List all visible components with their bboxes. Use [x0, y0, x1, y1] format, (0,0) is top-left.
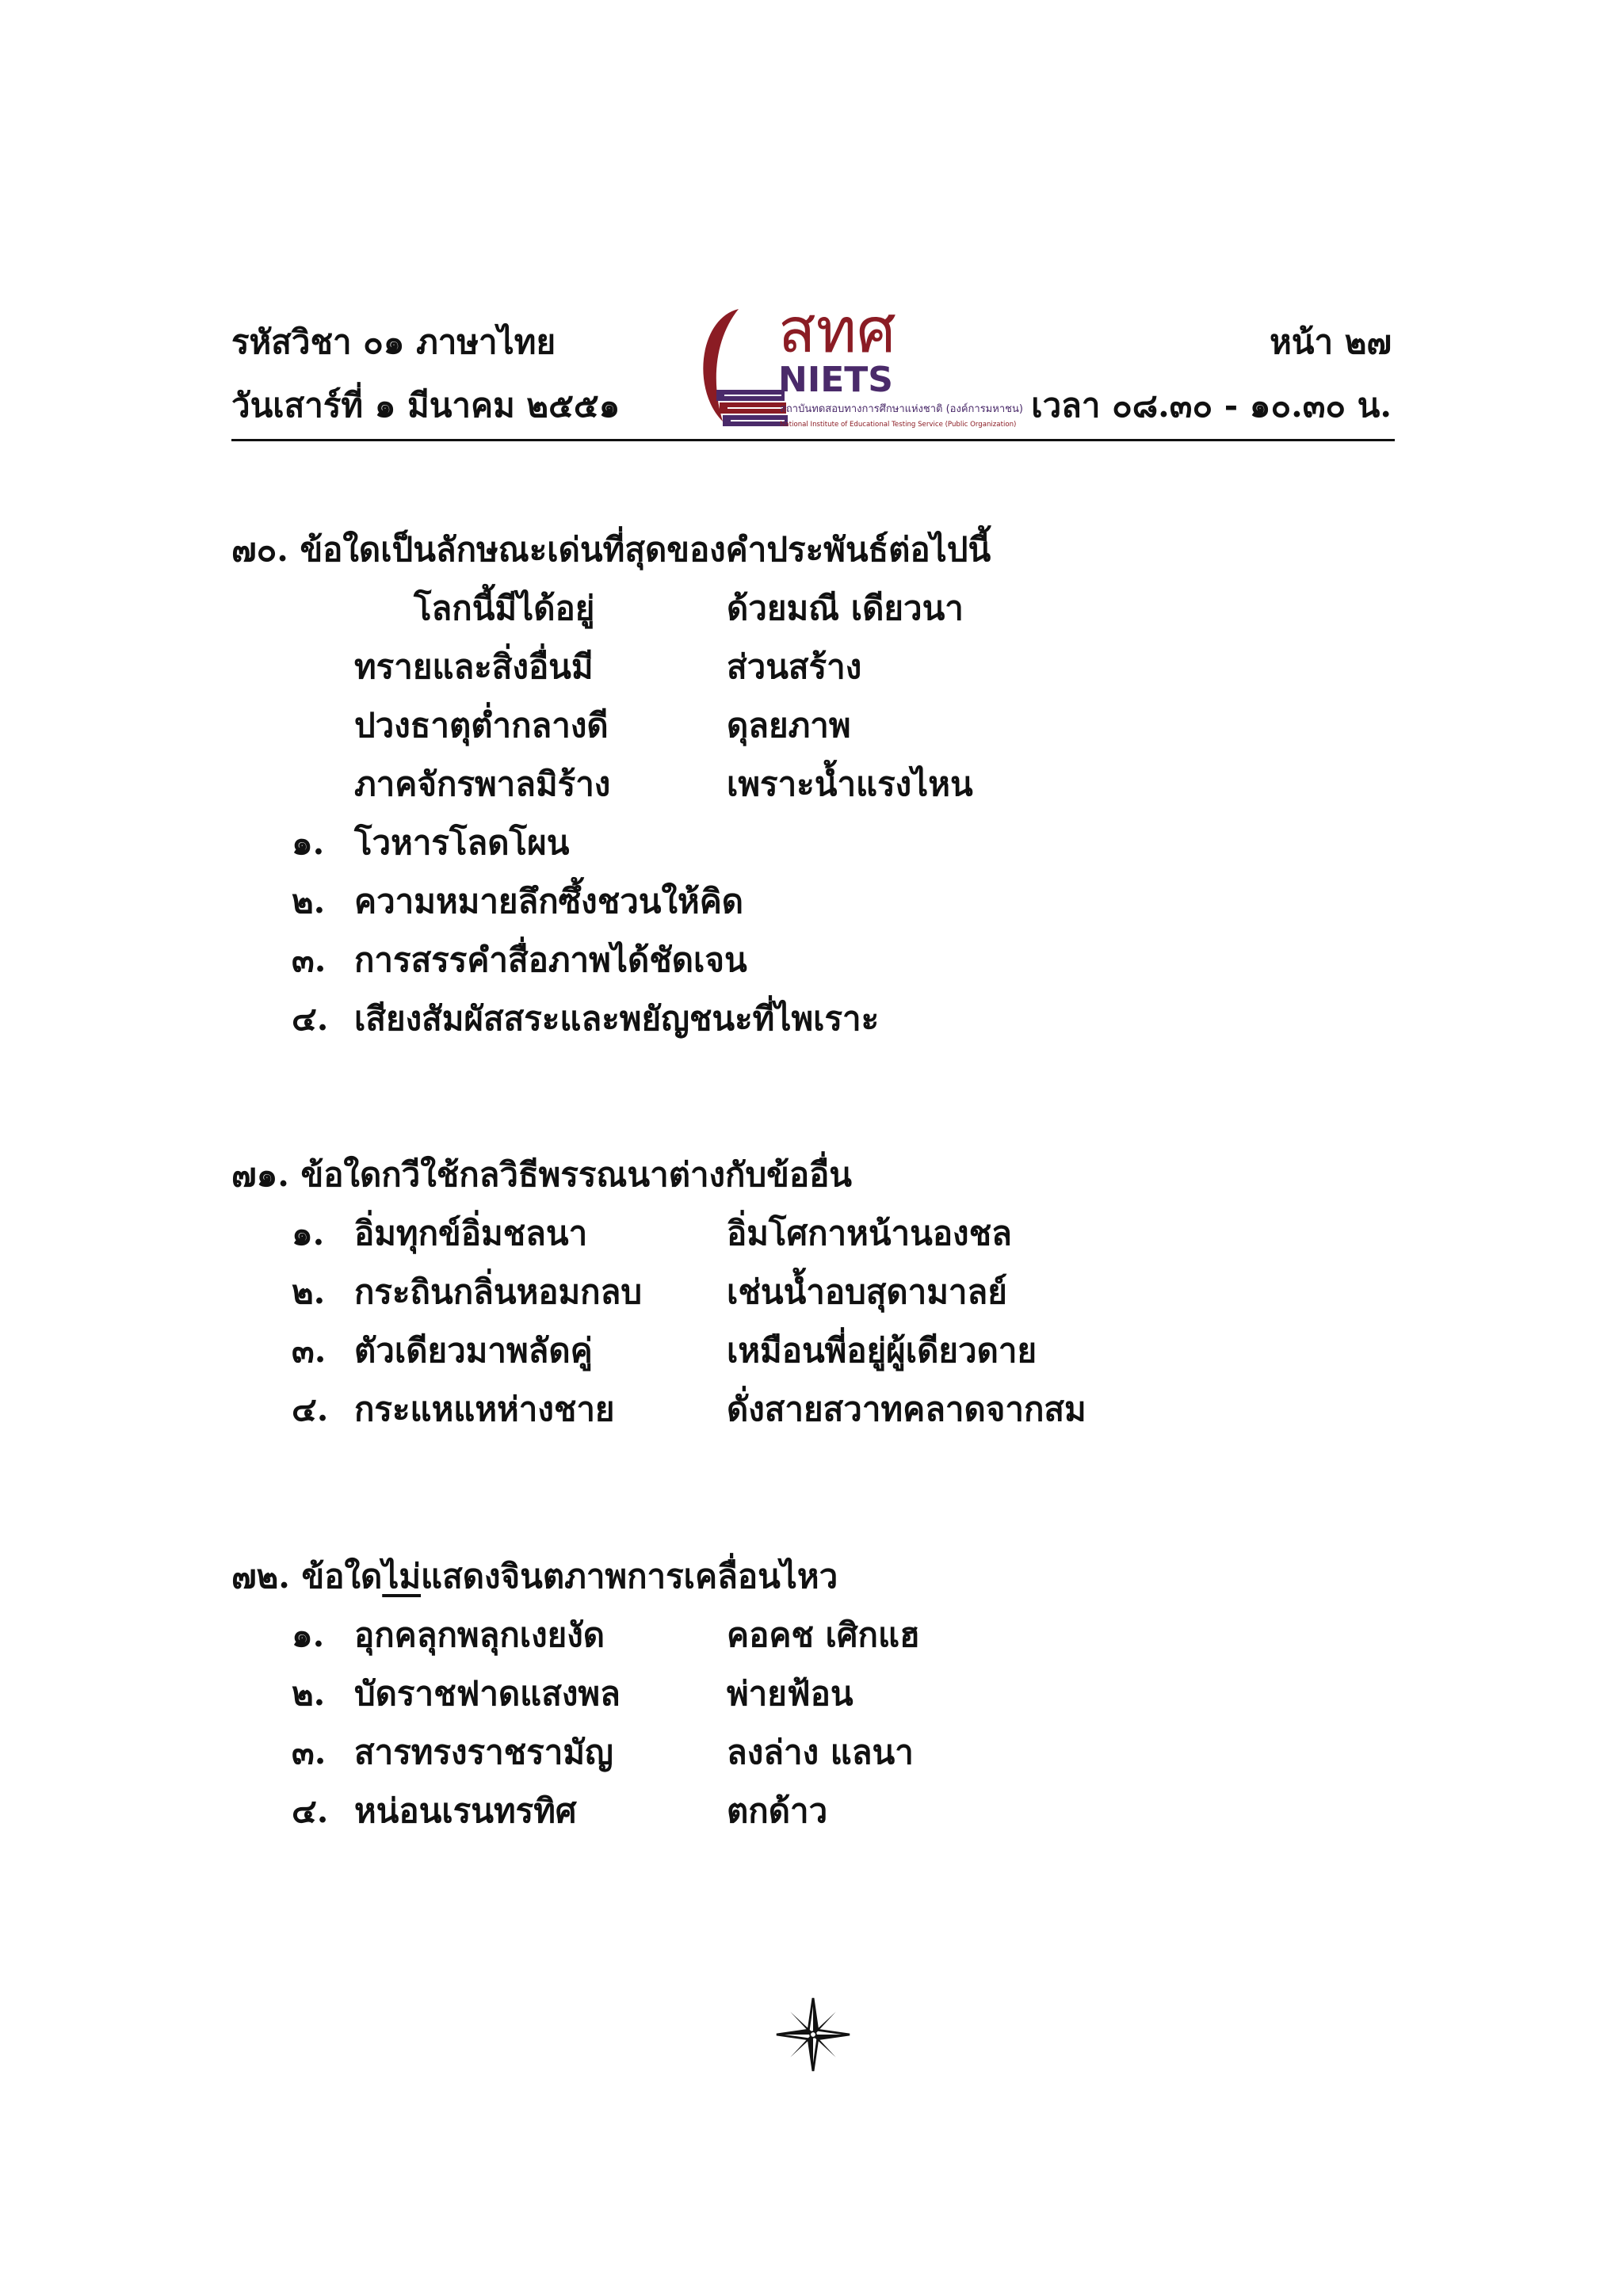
- header-divider: [231, 439, 1395, 441]
- question-number: ๗๐.: [231, 530, 288, 569]
- logo-en-mark: NIETS: [778, 360, 893, 400]
- option-text-first: กระถินกลิ่นหอมกลบ: [354, 1272, 642, 1311]
- question-number: ๗๒.: [231, 1557, 290, 1596]
- option-number: ๑.: [292, 823, 325, 862]
- answer-option[interactable]: [231, 1380, 1086, 1439]
- option-text-first: สารทรงราชรามัญ: [354, 1733, 613, 1772]
- poem-line: [231, 755, 991, 814]
- question-71: [231, 1146, 1086, 1439]
- option-number: ๔.: [292, 1791, 329, 1830]
- option-text: โวหารโลดโผน: [354, 823, 570, 862]
- answer-options: [231, 1606, 920, 1840]
- niets-logo: [683, 295, 1032, 437]
- option-text-second: ตกด้าว: [727, 1791, 828, 1830]
- answer-options: [231, 1204, 1086, 1439]
- answer-option[interactable]: [231, 931, 991, 990]
- option-number: ๑.: [292, 1615, 325, 1654]
- poem-line-second: ส่วนสร้าง: [727, 647, 862, 686]
- option-text-second: คอคช เศิกแฮ: [727, 1615, 920, 1654]
- book-stack-icon: [716, 390, 788, 426]
- answer-options: [231, 814, 991, 1048]
- option-text-second: เหมือนพี่อยู่ผู้เดียวดาย: [727, 1331, 1037, 1370]
- exam-date: วันเสาร์ที่ ๑ มีนาคม ๒๕๕๑: [231, 386, 621, 425]
- question-text-underlined: ไม่: [382, 1557, 422, 1596]
- option-text-second: อิ่มโศกาหน้านองชล: [727, 1214, 1012, 1253]
- question-title: [231, 521, 991, 579]
- question-text: ข้อใดกวีใช้กลวิธีพรรณนาต่างกับข้ออื่น: [300, 1155, 853, 1194]
- answer-option[interactable]: [231, 1263, 1007, 1322]
- logo-thai-name: สถาบันทดสอบทางการศึกษาแห่งชาติ (องค์การมหาชน): [780, 403, 1023, 415]
- answer-option[interactable]: [231, 1723, 914, 1782]
- subject-code: รหัสวิชา ๐๑ ภาษาไทย: [231, 322, 556, 361]
- question-text-pre: ข้อใด: [301, 1557, 383, 1596]
- poem-line: [231, 638, 991, 696]
- option-number: ๒.: [292, 882, 326, 921]
- option-text-first: อิ่มทุกข์อิ่มชลนา: [354, 1214, 588, 1253]
- header-right: [1031, 311, 1392, 437]
- poem-line-first: ปวงธาตุต่ำกลางดี: [354, 706, 609, 745]
- compass-star-icon: [775, 1997, 851, 2073]
- option-text-second: ลงล่าง แลนา: [727, 1733, 914, 1772]
- answer-option[interactable]: [231, 990, 991, 1048]
- option-text: เสียงสัมผัสสระและพยัญชนะที่ไพเราะ: [354, 999, 880, 1038]
- question-title: [231, 1547, 838, 1606]
- option-text-first: กระแหแหห่างชาย: [354, 1390, 615, 1428]
- question-72: [231, 1547, 920, 1840]
- answer-option[interactable]: [231, 1322, 1037, 1380]
- question-text-post: แสดงจินตภาพการเคลื่อนไหว: [421, 1557, 838, 1596]
- logo-thai-mark: สทศ: [778, 296, 896, 367]
- poem-line-second: ด้วยมณี เดียวนา: [727, 589, 964, 627]
- option-text-first: บัดราชฟาดแสงพล: [354, 1674, 621, 1713]
- answer-option[interactable]: [231, 1782, 838, 1840]
- option-number: ๒.: [292, 1272, 326, 1311]
- answer-option[interactable]: [231, 1665, 854, 1723]
- poem-line-second: เพราะน้ำแรงไหน: [727, 765, 973, 803]
- option-text: ความหมายลึกซึ้งชวนให้คิด: [354, 882, 744, 921]
- option-text-second: เช่นน้ำอบสุดามาลย์: [727, 1272, 1007, 1311]
- logo-en-name: National Institute of Educational Testing Service (Public Organization): [780, 421, 1017, 429]
- question-title: [231, 1146, 852, 1204]
- answer-option[interactable]: [231, 1204, 1012, 1263]
- option-number: ๓.: [292, 1733, 327, 1772]
- question-70: [231, 521, 991, 1048]
- header-left: [231, 311, 620, 437]
- option-text-first: อุกคลุกพลุกเงยงัด: [354, 1615, 605, 1654]
- poem-line: [231, 696, 991, 755]
- option-number: ๒.: [292, 1674, 326, 1713]
- option-number: ๓.: [292, 940, 327, 979]
- option-text-first: หน่อนเรนทรทิศ: [354, 1791, 577, 1830]
- option-text-first: ตัวเดียวมาพลัดคู่: [354, 1331, 593, 1370]
- answer-option[interactable]: [231, 1606, 920, 1665]
- answer-option[interactable]: [231, 814, 991, 872]
- answer-option[interactable]: [231, 872, 991, 931]
- option-number: ๓.: [292, 1331, 327, 1370]
- poem: [231, 579, 991, 814]
- question-number: ๗๑.: [231, 1155, 289, 1194]
- option-text: การสรรคำสื่อภาพได้ชัดเจน: [354, 940, 747, 979]
- option-text-second: พ่ายฟ้อน: [727, 1674, 854, 1713]
- poem-line-first: ภาคจักรพาลมิร้าง: [354, 765, 611, 803]
- option-text-second: ดั่งสายสวาทคลาดจากสม: [727, 1390, 1086, 1428]
- page-number: หน้า ๒๗: [1270, 322, 1392, 361]
- option-number: ๑.: [292, 1214, 325, 1253]
- poem-line-first: ทรายและสิ่งอื่นมี: [354, 647, 594, 686]
- poem-line-first: โลกนี้มีได้อยู่: [414, 589, 595, 627]
- poem-line-second: ดุลยภาพ: [727, 706, 851, 745]
- question-text: ข้อใดเป็นลักษณะเด่นที่สุดของคำประพันธ์ต่อไปนี้: [300, 530, 991, 569]
- option-number: ๔.: [292, 999, 329, 1038]
- exam-time: เวลา ๐๘.๓๐ - ๑๐.๓๐ น.: [1031, 386, 1392, 425]
- poem-line: [231, 579, 991, 638]
- option-number: ๔.: [292, 1390, 329, 1428]
